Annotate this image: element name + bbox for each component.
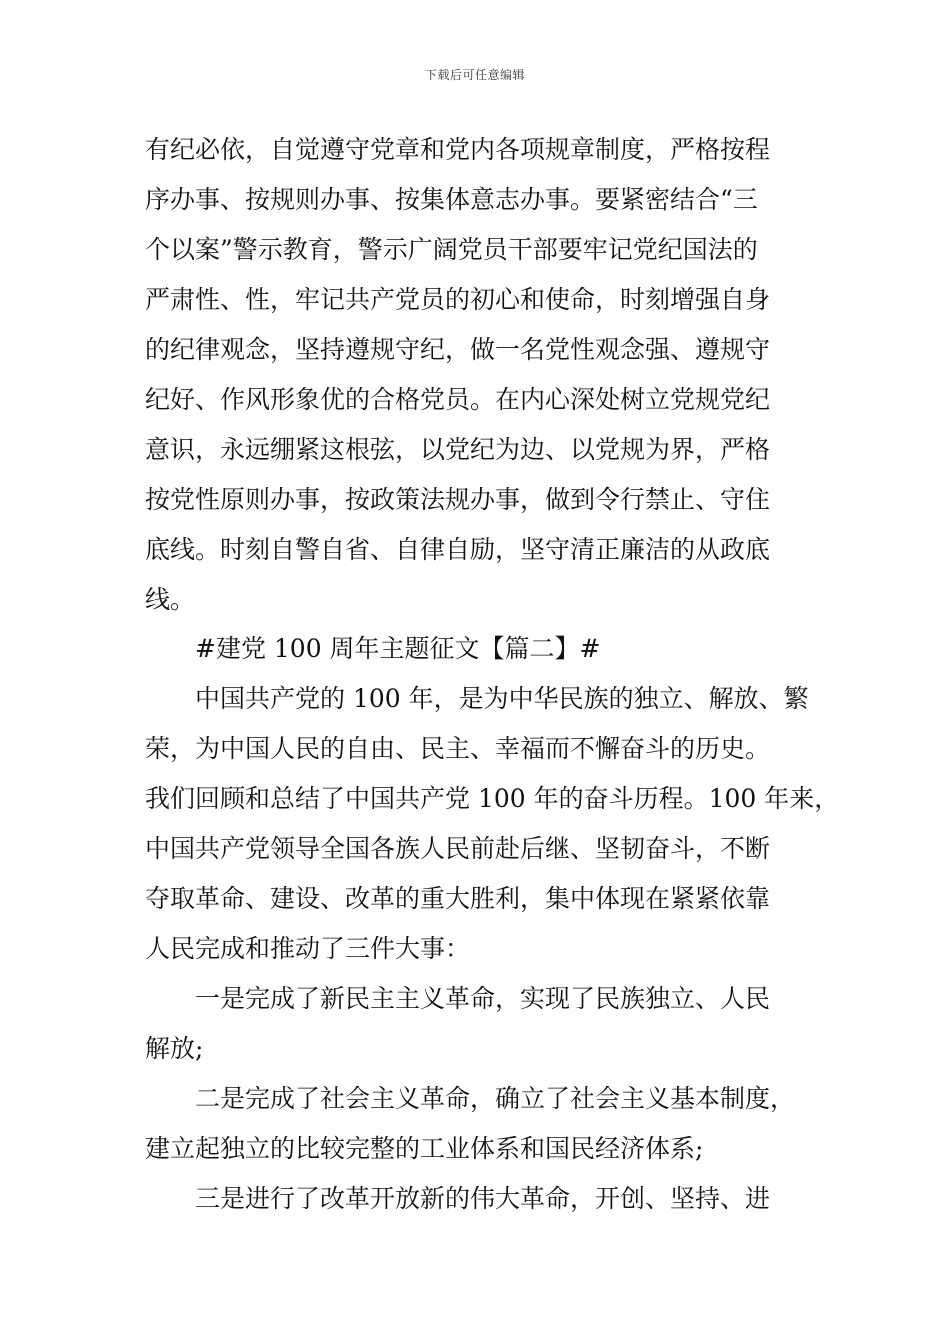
body-line: 意识，永远绷紧这根弦，以党纪为边、以党规为界，严格 xyxy=(145,435,771,464)
body-line: 中国共产党领导全国各族人民前赴后继、坚韧奋斗，不断 xyxy=(145,834,771,863)
body-line: 荣，为中国人民的自由、民主、幸福而不懈奋斗的历史。 xyxy=(145,734,771,763)
body-line: 底线。时刻自警自省、自律自励，坚守清正廉洁的从政底 xyxy=(145,535,771,564)
body-line: 我们回顾和总结了中国共产党 100 年的奋斗历程。100 年来， xyxy=(145,784,840,813)
body-line: 解放; xyxy=(145,1034,204,1063)
body-line: 有纪必依，自觉遵守党章和党内各项规章制度，严格按程 xyxy=(145,135,771,164)
body-line: 严肃性、性，牢记共产党员的初心和使命，时刻增强自身 xyxy=(145,285,771,314)
section-heading: #建党 100 周年主题征文【篇二】# xyxy=(195,634,601,663)
page-header: 下载后可任意编辑 xyxy=(424,68,525,82)
body-line: 中国共产党的 100 年，是为中华民族的独立、解放、繁 xyxy=(195,684,809,713)
body-line: 线。 xyxy=(145,585,196,614)
body-line: 的纪律观念，坚持遵规守纪，做一名党性观念强、遵规守 xyxy=(145,335,771,364)
body-line: 夺取革命、建设、改革的重大胜利，集中体现在紧紧依靠 xyxy=(145,884,771,913)
body-line: 人民完成和推动了三件大事： xyxy=(145,934,471,963)
body-line: 按党性原则办事，按政策法规办事，做到令行禁止、守住 xyxy=(145,485,771,514)
body-line: 三是进行了改革开放新的伟大革命，开创、坚持、进 xyxy=(195,1184,771,1213)
body-line: 二是完成了社会主义革命，确立了社会主义基本制度， xyxy=(195,1084,796,1113)
body-line: 建立起独立的比较完整的工业体系和国民经济体系; xyxy=(145,1134,704,1163)
body-line: 一是完成了新民主主义革命，实现了民族独立、人民 xyxy=(195,984,771,1013)
body-line: 序办事、按规则办事、按集体意志办事。要紧密结合“三 xyxy=(145,185,758,214)
body-line: 纪好、作风形象优的合格党员。在内心深处树立党规党纪 xyxy=(145,385,771,414)
body-line: 个以案”警示教育，警示广阔党员干部要牢记党纪国法的 xyxy=(145,235,758,264)
